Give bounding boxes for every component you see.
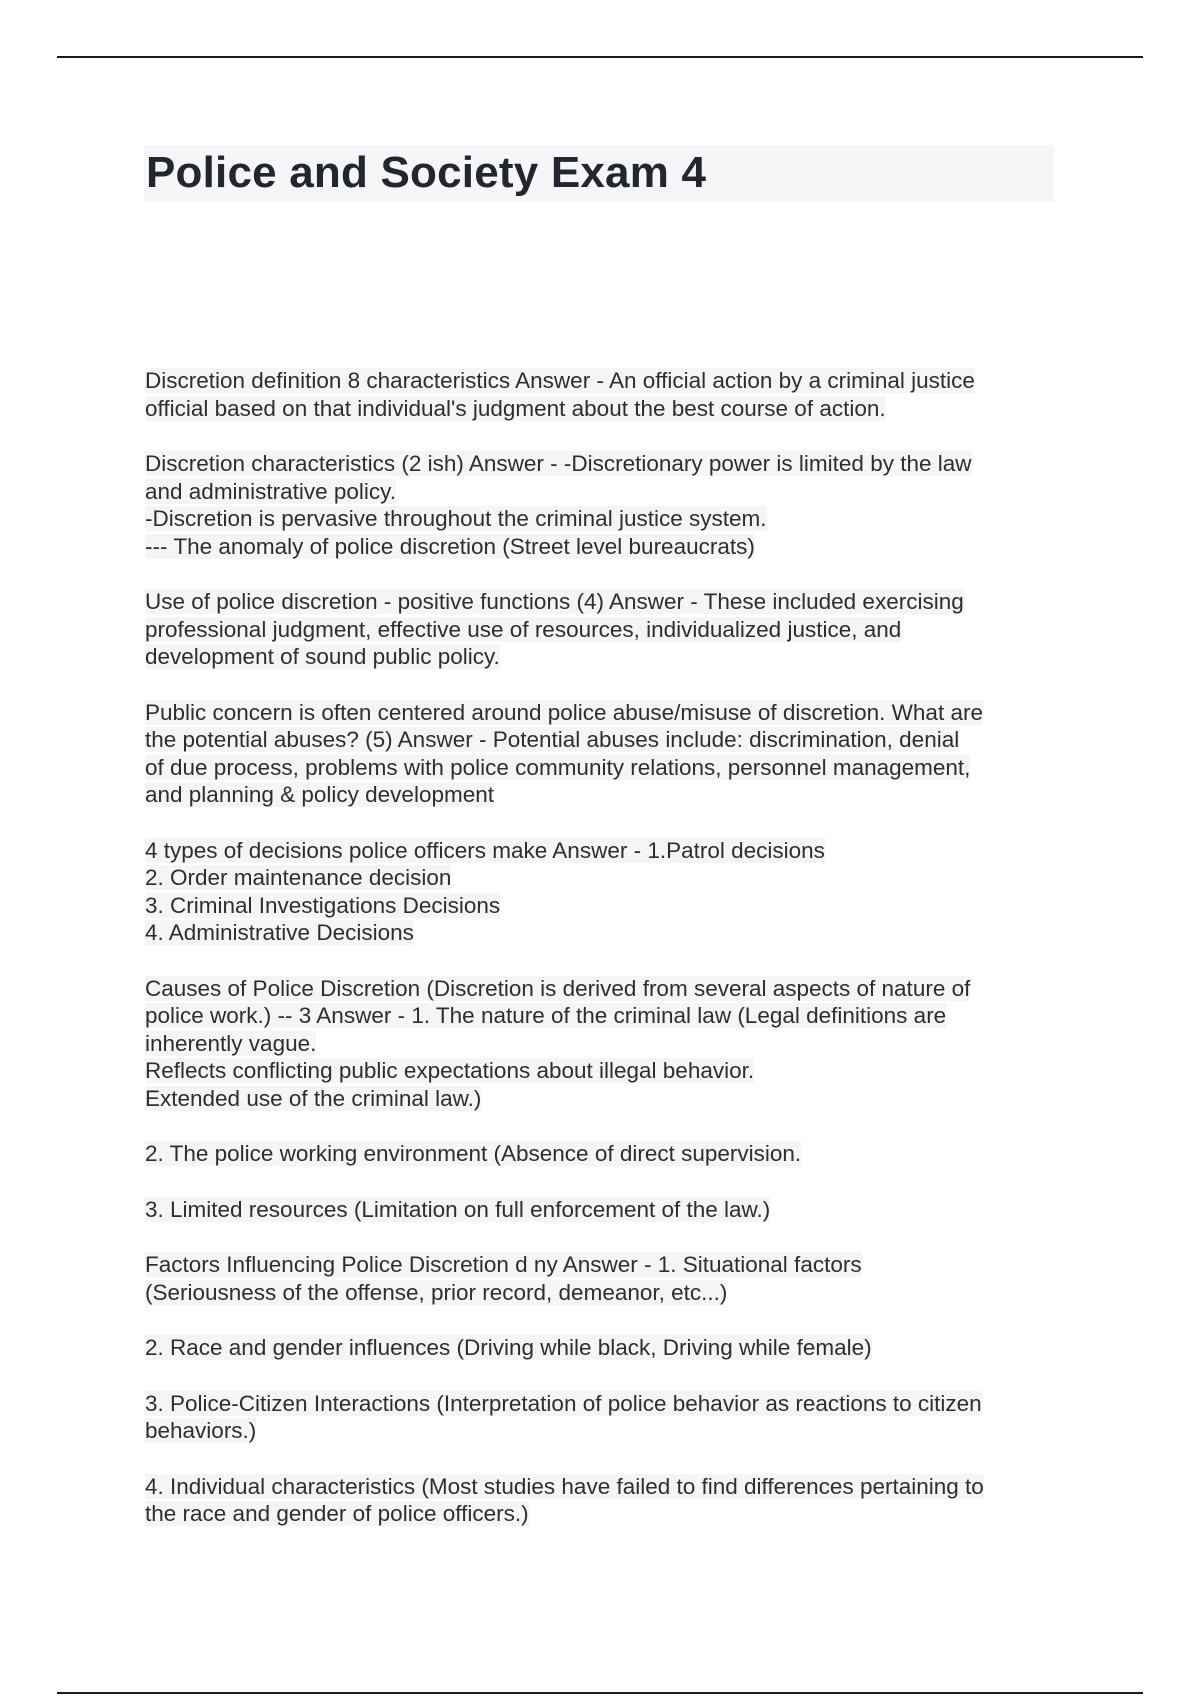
qa-paragraph xyxy=(145,367,1065,422)
paragraph-line xyxy=(145,1334,1065,1362)
line-text: 2. Race and gender influences (Driving while black, Driving while female) xyxy=(145,1335,872,1360)
line-text: official based on that individual's judgment about the best course of action. xyxy=(145,395,886,421)
line-text: 3. Police-Citizen Interactions (Interpretation of police behavior as reactions to citizen xyxy=(145,1390,982,1416)
line-text: of due process, problems with police community relations, personnel management, xyxy=(145,754,971,780)
line-text: police work.) -- 3 Answer - 1. The nature of the criminal law (Legal definitions are xyxy=(145,1003,947,1028)
qa-paragraph xyxy=(145,699,1065,809)
paragraph-line xyxy=(145,919,1065,947)
line-text: -Discretion is pervasive throughout the criminal justice system. xyxy=(145,506,767,531)
qa-paragraph xyxy=(145,975,1065,1113)
line-text: development of sound public policy. xyxy=(145,644,500,669)
line-text: the potential abuses? (5) Answer - Potential abuses include: discrimination, denial xyxy=(145,727,960,752)
line-text: 4 types of decisions police officers make Answer - 1.Patrol decisions xyxy=(145,837,825,863)
paragraph-line xyxy=(145,892,1065,920)
paragraph-line xyxy=(145,588,1065,616)
paragraph-line xyxy=(145,754,1065,782)
line-text: and administrative policy. xyxy=(145,478,396,504)
bottom-rule xyxy=(57,1692,1143,1694)
line-text: 4. Administrative Decisions xyxy=(145,920,414,945)
qa-paragraph xyxy=(145,1196,1065,1224)
line-text: (Seriousness of the offense, prior record, demeanor, etc...) xyxy=(145,1279,728,1305)
line-text: 4. Individual characteristics (Most studies have failed to find differences pertaining to xyxy=(145,1473,984,1499)
line-text: Discretion characteristics (2 ish) Answer - -Discretionary power is limited by the law xyxy=(145,451,972,476)
line-text: Factors Influencing Police Discretion d ny Answer - 1. Situational factors xyxy=(145,1252,862,1277)
paragraph-line xyxy=(145,726,1065,754)
line-text: Discretion definition 8 characteristics Answer - An official action by a criminal justice xyxy=(145,368,975,393)
line-text: 2. Order maintenance decision xyxy=(145,865,452,890)
line-text: behaviors.) xyxy=(145,1418,257,1443)
paragraph-line xyxy=(145,643,1065,671)
paragraph-line xyxy=(145,505,1065,533)
qa-paragraph xyxy=(145,837,1065,947)
qa-paragraph xyxy=(145,1390,1065,1445)
paragraph-line xyxy=(145,1030,1065,1058)
line-text: 3. Criminal Investigations Decisions xyxy=(145,892,501,918)
paragraph-line xyxy=(145,975,1065,1003)
paragraph-line xyxy=(145,450,1065,478)
top-rule xyxy=(57,56,1143,58)
line-text: and planning & policy development xyxy=(145,782,494,807)
page-title: Police and Society Exam 4 xyxy=(146,148,707,197)
paragraph-line xyxy=(145,533,1065,561)
paragraph-line xyxy=(145,1279,1065,1307)
paragraph-line xyxy=(145,699,1065,727)
line-text: the race and gender of police officers.) xyxy=(145,1501,529,1526)
line-text: Use of police discretion - positive functions (4) Answer - These included exercising xyxy=(145,589,964,614)
paragraph-line xyxy=(145,1140,1065,1168)
paragraph-line xyxy=(145,1390,1065,1418)
qa-paragraph xyxy=(145,1140,1065,1168)
paragraph-line xyxy=(145,1057,1065,1085)
qa-paragraph xyxy=(145,1334,1065,1362)
paragraph-line xyxy=(145,367,1065,395)
qa-paragraph xyxy=(145,588,1065,671)
paragraph-line xyxy=(145,1500,1065,1528)
paragraph-line xyxy=(145,616,1065,644)
line-text: Extended use of the criminal law.) xyxy=(145,1085,482,1111)
paragraph-line xyxy=(145,1085,1065,1113)
line-text: 3. Limited resources (Limitation on full enforcement of the law.) xyxy=(145,1196,771,1222)
paragraph-line xyxy=(145,864,1065,892)
line-text: --- The anomaly of police discretion (Street level bureaucrats) xyxy=(145,533,755,559)
paragraph-line xyxy=(145,1251,1065,1279)
paragraph-line xyxy=(145,781,1065,809)
qa-paragraph xyxy=(145,450,1065,560)
document-body xyxy=(145,367,1065,1556)
paragraph-line xyxy=(145,1473,1065,1501)
paragraph-line xyxy=(145,395,1065,423)
paragraph-line xyxy=(145,478,1065,506)
line-text: 2. The police working environment (Absence of direct supervision. xyxy=(145,1141,802,1166)
paragraph-line xyxy=(145,1417,1065,1445)
line-text: inherently vague. xyxy=(145,1030,317,1056)
paragraph-line xyxy=(145,1002,1065,1030)
qa-paragraph xyxy=(145,1251,1065,1306)
line-text: Public concern is often centered around police abuse/misuse of discretion. What are xyxy=(145,699,983,725)
line-text: professional judgment, effective use of resources, individualized justice, and xyxy=(145,616,902,642)
qa-paragraph xyxy=(145,1473,1065,1528)
line-text: Reflects conflicting public expectations about illegal behavior. xyxy=(145,1058,755,1083)
paragraph-line xyxy=(145,1196,1065,1224)
paragraph-line xyxy=(145,837,1065,865)
line-text: Causes of Police Discretion (Discretion is derived from several aspects of nature of xyxy=(145,975,971,1001)
